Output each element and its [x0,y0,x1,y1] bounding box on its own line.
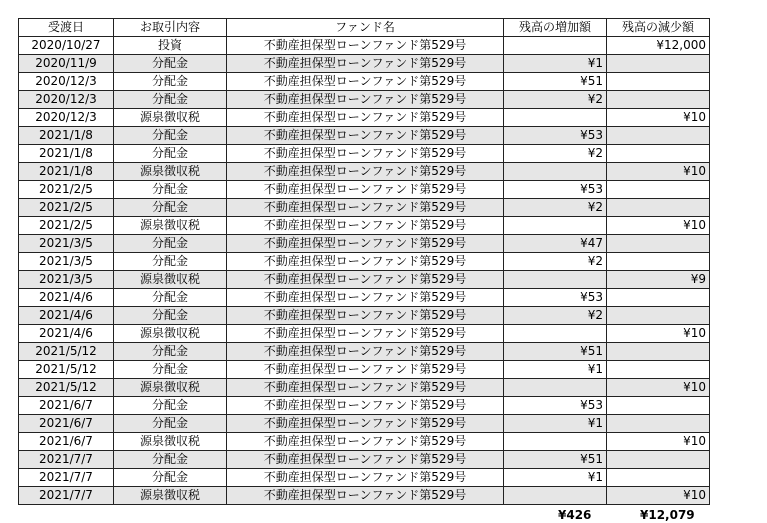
cell-decrease [607,307,710,325]
cell-increase: ¥2 [504,307,607,325]
total-decrease: ¥12,079 [640,508,695,522]
cell-date: 2020/12/3 [19,91,114,109]
cell-increase: ¥1 [504,469,607,487]
transaction-table [18,18,710,505]
cell-type: 分配金 [114,397,227,415]
cell-date: 2021/3/5 [19,235,114,253]
cell-increase: ¥1 [504,361,607,379]
cell-date: 2021/3/5 [19,253,114,271]
cell-decrease: ¥10 [607,487,710,505]
cell-type: 分配金 [114,469,227,487]
cell-type: 源泉徴収税 [114,325,227,343]
cell-date: 2021/1/8 [19,163,114,181]
cell-fund: 不動産担保型ローンファンド第529号 [227,397,504,415]
cell-type: 源泉徴収税 [114,487,227,505]
table-row [19,253,710,271]
cell-type: 分配金 [114,307,227,325]
cell-fund: 不動産担保型ローンファンド第529号 [227,73,504,91]
table-row [19,397,710,415]
table-row [19,217,710,235]
cell-decrease [607,253,710,271]
cell-date: 2021/2/5 [19,199,114,217]
cell-date: 2020/10/27 [19,37,114,55]
cell-decrease [607,343,710,361]
cell-decrease [607,91,710,109]
cell-fund: 不動産担保型ローンファンド第529号 [227,127,504,145]
cell-date: 2021/6/7 [19,397,114,415]
cell-increase [504,217,607,235]
cell-decrease [607,73,710,91]
table-row [19,451,710,469]
cell-decrease: ¥10 [607,433,710,451]
table-row [19,91,710,109]
header-row [19,19,710,37]
cell-date: 2021/7/7 [19,469,114,487]
cell-fund: 不動産担保型ローンファンド第529号 [227,361,504,379]
cell-increase: ¥2 [504,91,607,109]
cell-decrease [607,199,710,217]
table-row [19,145,710,163]
cell-decrease [607,397,710,415]
table-row [19,289,710,307]
cell-date: 2021/4/6 [19,307,114,325]
cell-type: 分配金 [114,91,227,109]
table-row [19,109,710,127]
cell-increase: ¥1 [504,415,607,433]
cell-increase: ¥51 [504,343,607,361]
cell-fund: 不動産担保型ローンファンド第529号 [227,379,504,397]
cell-fund: 不動産担保型ローンファンド第529号 [227,235,504,253]
cell-fund: 不動産担保型ローンファンド第529号 [227,271,504,289]
cell-date: 2021/6/7 [19,433,114,451]
cell-fund: 不動産担保型ローンファンド第529号 [227,91,504,109]
cell-fund: 不動産担保型ローンファンド第529号 [227,181,504,199]
cell-increase [504,109,607,127]
table-row [19,271,710,289]
cell-date: 2021/5/12 [19,379,114,397]
header-date: 受渡日 [19,19,114,37]
cell-increase [504,163,607,181]
table-row [19,307,710,325]
cell-increase: ¥53 [504,289,607,307]
cell-fund: 不動産担保型ローンファンド第529号 [227,217,504,235]
cell-increase: ¥53 [504,127,607,145]
cell-fund: 不動産担保型ローンファンド第529号 [227,145,504,163]
cell-fund: 不動産担保型ローンファンド第529号 [227,469,504,487]
header-decrease: 残高の減少額 [607,19,710,37]
cell-decrease: ¥10 [607,163,710,181]
cell-type: 分配金 [114,415,227,433]
cell-decrease [607,289,710,307]
table-row [19,73,710,91]
cell-type: 分配金 [114,361,227,379]
cell-increase [504,379,607,397]
cell-increase [504,487,607,505]
cell-type: 源泉徴収税 [114,109,227,127]
table-row [19,55,710,73]
cell-decrease [607,451,710,469]
cell-decrease: ¥12,000 [607,37,710,55]
cell-fund: 不動産担保型ローンファンド第529号 [227,199,504,217]
cell-fund: 不動産担保型ローンファンド第529号 [227,487,504,505]
cell-type: 源泉徴収税 [114,433,227,451]
cell-date: 2021/4/6 [19,325,114,343]
cell-fund: 不動産担保型ローンファンド第529号 [227,37,504,55]
cell-fund: 不動産担保型ローンファンド第529号 [227,433,504,451]
table-row [19,181,710,199]
cell-type: 分配金 [114,73,227,91]
cell-increase: ¥47 [504,235,607,253]
cell-increase: ¥51 [504,451,607,469]
cell-type: 投資 [114,37,227,55]
cell-type: 分配金 [114,235,227,253]
header-increase: 残高の増加額 [504,19,607,37]
cell-type: 分配金 [114,199,227,217]
header-type: お取引内容 [114,19,227,37]
cell-fund: 不動産担保型ローンファンド第529号 [227,163,504,181]
cell-fund: 不動産担保型ローンファンド第529号 [227,343,504,361]
cell-fund: 不動産担保型ローンファンド第529号 [227,253,504,271]
table-row [19,361,710,379]
cell-type: 源泉徴収税 [114,271,227,289]
cell-date: 2021/1/8 [19,127,114,145]
table-row [19,433,710,451]
cell-type: 分配金 [114,181,227,199]
cell-increase: ¥2 [504,199,607,217]
cell-type: 源泉徴収税 [114,217,227,235]
cell-increase [504,271,607,289]
cell-increase: ¥53 [504,397,607,415]
total-increase: ¥426 [558,508,592,522]
cell-increase: ¥51 [504,73,607,91]
table-row [19,343,710,361]
cell-decrease [607,181,710,199]
cell-date: 2021/6/7 [19,415,114,433]
cell-increase: ¥1 [504,55,607,73]
cell-fund: 不動産担保型ローンファンド第529号 [227,307,504,325]
cell-date: 2021/1/8 [19,145,114,163]
table-row [19,415,710,433]
cell-type: 源泉徴収税 [114,379,227,397]
cell-type: 分配金 [114,289,227,307]
cell-decrease [607,145,710,163]
cell-date: 2021/2/5 [19,217,114,235]
header-fund: ファンド名 [227,19,504,37]
cell-increase: ¥53 [504,181,607,199]
cell-increase [504,325,607,343]
cell-date: 2020/12/3 [19,73,114,91]
table-row [19,379,710,397]
cell-decrease: ¥10 [607,109,710,127]
cell-decrease: ¥9 [607,271,710,289]
cell-decrease: ¥10 [607,379,710,397]
cell-decrease [607,127,710,145]
table-row [19,37,710,55]
table-row [19,469,710,487]
table-row [19,199,710,217]
cell-type: 分配金 [114,55,227,73]
cell-date: 2021/5/12 [19,343,114,361]
table-row [19,487,710,505]
cell-date: 2021/2/5 [19,181,114,199]
cell-date: 2021/7/7 [19,487,114,505]
cell-decrease [607,55,710,73]
cell-decrease [607,235,710,253]
cell-decrease [607,469,710,487]
cell-fund: 不動産担保型ローンファンド第529号 [227,55,504,73]
table-row [19,325,710,343]
cell-date: 2021/7/7 [19,451,114,469]
table-row [19,127,710,145]
cell-increase: ¥2 [504,253,607,271]
cell-decrease: ¥10 [607,217,710,235]
table-body [19,37,710,505]
cell-type: 分配金 [114,451,227,469]
cell-decrease [607,415,710,433]
cell-type: 分配金 [114,127,227,145]
cell-increase: ¥2 [504,145,607,163]
cell-increase [504,37,607,55]
cell-fund: 不動産担保型ローンファンド第529号 [227,451,504,469]
cell-date: 2020/12/3 [19,109,114,127]
table-row [19,163,710,181]
cell-decrease: ¥10 [607,325,710,343]
cell-fund: 不動産担保型ローンファンド第529号 [227,325,504,343]
cell-date: 2020/11/9 [19,55,114,73]
table-row [19,235,710,253]
cell-fund: 不動産担保型ローンファンド第529号 [227,289,504,307]
cell-date: 2021/3/5 [19,271,114,289]
cell-type: 分配金 [114,253,227,271]
cell-date: 2021/5/12 [19,361,114,379]
cell-type: 分配金 [114,343,227,361]
cell-type: 分配金 [114,145,227,163]
cell-fund: 不動産担保型ローンファンド第529号 [227,109,504,127]
cell-date: 2021/4/6 [19,289,114,307]
cell-type: 源泉徴収税 [114,163,227,181]
cell-decrease [607,361,710,379]
cell-increase [504,433,607,451]
cell-fund: 不動産担保型ローンファンド第529号 [227,415,504,433]
